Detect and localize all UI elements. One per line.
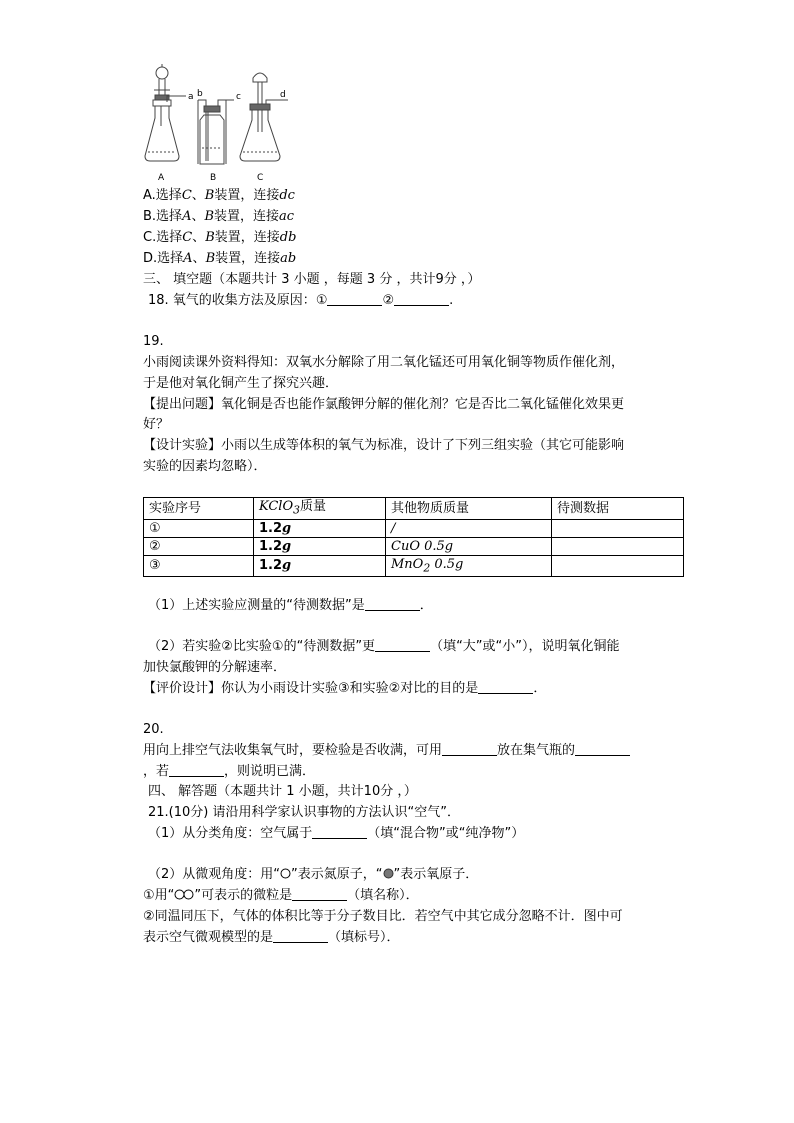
table-header: [144, 498, 684, 520]
answer-blank[interactable]: [312, 825, 367, 839]
section-4-title: 四、 解答题（本题共计 1 小题，共计10分 ，）: [148, 784, 417, 799]
nitrogen-molecule-icon: [174, 889, 194, 900]
answer-blank[interactable]: [478, 680, 533, 694]
answer-blank[interactable]: [327, 292, 382, 306]
label-d: d: [280, 90, 286, 100]
answer-blank[interactable]: [169, 763, 224, 777]
q19-sub-1: （1）上述实验应测量的“待测数据”是 ．: [148, 598, 433, 613]
label-c: c: [236, 92, 241, 102]
q21-sub-2-2: ②同温同压下，气体的体积比等于分子数目比．若空气中其它成分忽略不计．图中可: [143, 909, 623, 924]
label-B: B: [210, 173, 217, 183]
answer-blank[interactable]: [375, 638, 430, 652]
header-cell: KClO$_3$质量: [254, 498, 386, 520]
header-cell: 实验序号: [144, 498, 254, 520]
bottle-b: [198, 100, 234, 164]
flask-c: [240, 73, 288, 161]
q21-sub-2: （2）从微观角度：用“ ”表示氮原子，“ ”表示氧原子．: [148, 867, 479, 882]
q20-line-1: 用向上排空气法收集氧气时，要检验是否收满，可用 放在集气瓶的: [143, 742, 630, 760]
flask-a: [145, 64, 186, 161]
header-cell: 待测数据: [552, 498, 684, 520]
answer-blank[interactable]: [292, 887, 347, 901]
oxygen-atom-icon: [383, 868, 394, 879]
question-20-number: 20.: [143, 722, 164, 737]
header-cell: 其他物质质量: [386, 498, 552, 520]
label-a: a: [188, 92, 194, 102]
q19-sub-2: （2）若实验②比实验①的“待测数据”更 （填“大”或“小”），说明氧化铜能: [148, 639, 620, 654]
table-row: ② 1.2g CuO 0.5g: [144, 537, 684, 555]
answer-blank[interactable]: [273, 929, 328, 943]
label-b: b: [197, 89, 203, 99]
answer-blank[interactable]: [442, 742, 497, 756]
nitrogen-atom-icon: [280, 868, 291, 879]
q19-paragraph: 于是他对氧化铜产生了探究兴趣．: [143, 376, 339, 391]
q20-line-2: ，若 ，则说明已满．: [143, 764, 316, 779]
label-C: C: [257, 173, 264, 183]
q19-paragraph: 好？: [143, 417, 170, 432]
q19-sub-3: 【评价设计】你认为小雨设计实验③和实验②对比的目的是 ．: [143, 681, 547, 696]
q21-sub-2-1: ①用“ ”可表示的微粒是 （填名称）．: [143, 888, 419, 903]
option-a: A.选择C、B装置，连接dc: [143, 188, 295, 203]
q19-paragraph: 【提出问题】氧化铜是否也能作氯酸钾分解的催化剂？它是否比二氧化锰催化效果更: [143, 397, 625, 412]
question-19-number: 19.: [143, 334, 164, 349]
question-21-title: 21.(10分) 请沿用科学家认识事物的方法认识“空气”．: [148, 805, 460, 820]
answer-blank[interactable]: [394, 292, 449, 306]
q19-sub-2-cont: 加快氯酸钾的分解速率．: [143, 660, 287, 675]
option-c: C.选择C、B装置，连接db: [143, 230, 297, 245]
answer-cell[interactable]: [552, 537, 684, 555]
apparatus-diagram: [140, 60, 300, 185]
answer-cell[interactable]: [552, 555, 684, 577]
q19-paragraph: 小雨阅读课外资料得知：双氧水分解除了用二氧化锰还可用氧化铜等物质作催化剂，: [143, 355, 625, 370]
table-row: ③ 1.2g MnO$_2$ 0.5g: [144, 555, 684, 577]
table-row: ① 1.2g /: [144, 519, 684, 537]
q21-sub-1: （1）从分类角度：空气属于 （填“混合物”或“纯净物”）: [148, 826, 525, 841]
option-d: D.选择A、B装置，连接ab: [143, 251, 297, 266]
option-b: B.选择A、B装置，连接ac: [143, 209, 295, 224]
q21-sub-2-2-cont: 表示空气微观模型的是 （填标号）．: [143, 930, 400, 945]
answer-blank[interactable]: [365, 597, 420, 611]
question-18: 18. 氧气的收集方法及原因：① ② .: [148, 293, 454, 308]
q19-paragraph: 【设计实验】小雨以生成等体积的氧气为标准，设计了下列三组实验（其它可能影响: [143, 438, 625, 453]
experiment-table: [143, 497, 684, 577]
answer-cell[interactable]: [552, 519, 684, 537]
q19-paragraph: 实验的因素均忽略）．: [143, 459, 267, 474]
answer-blank[interactable]: [575, 742, 630, 756]
label-A: A: [158, 173, 165, 183]
section-3-title: 三、 填空题（本题共计 3 小题 ，每题 3 分 ，共计9分 ，）: [143, 272, 481, 287]
